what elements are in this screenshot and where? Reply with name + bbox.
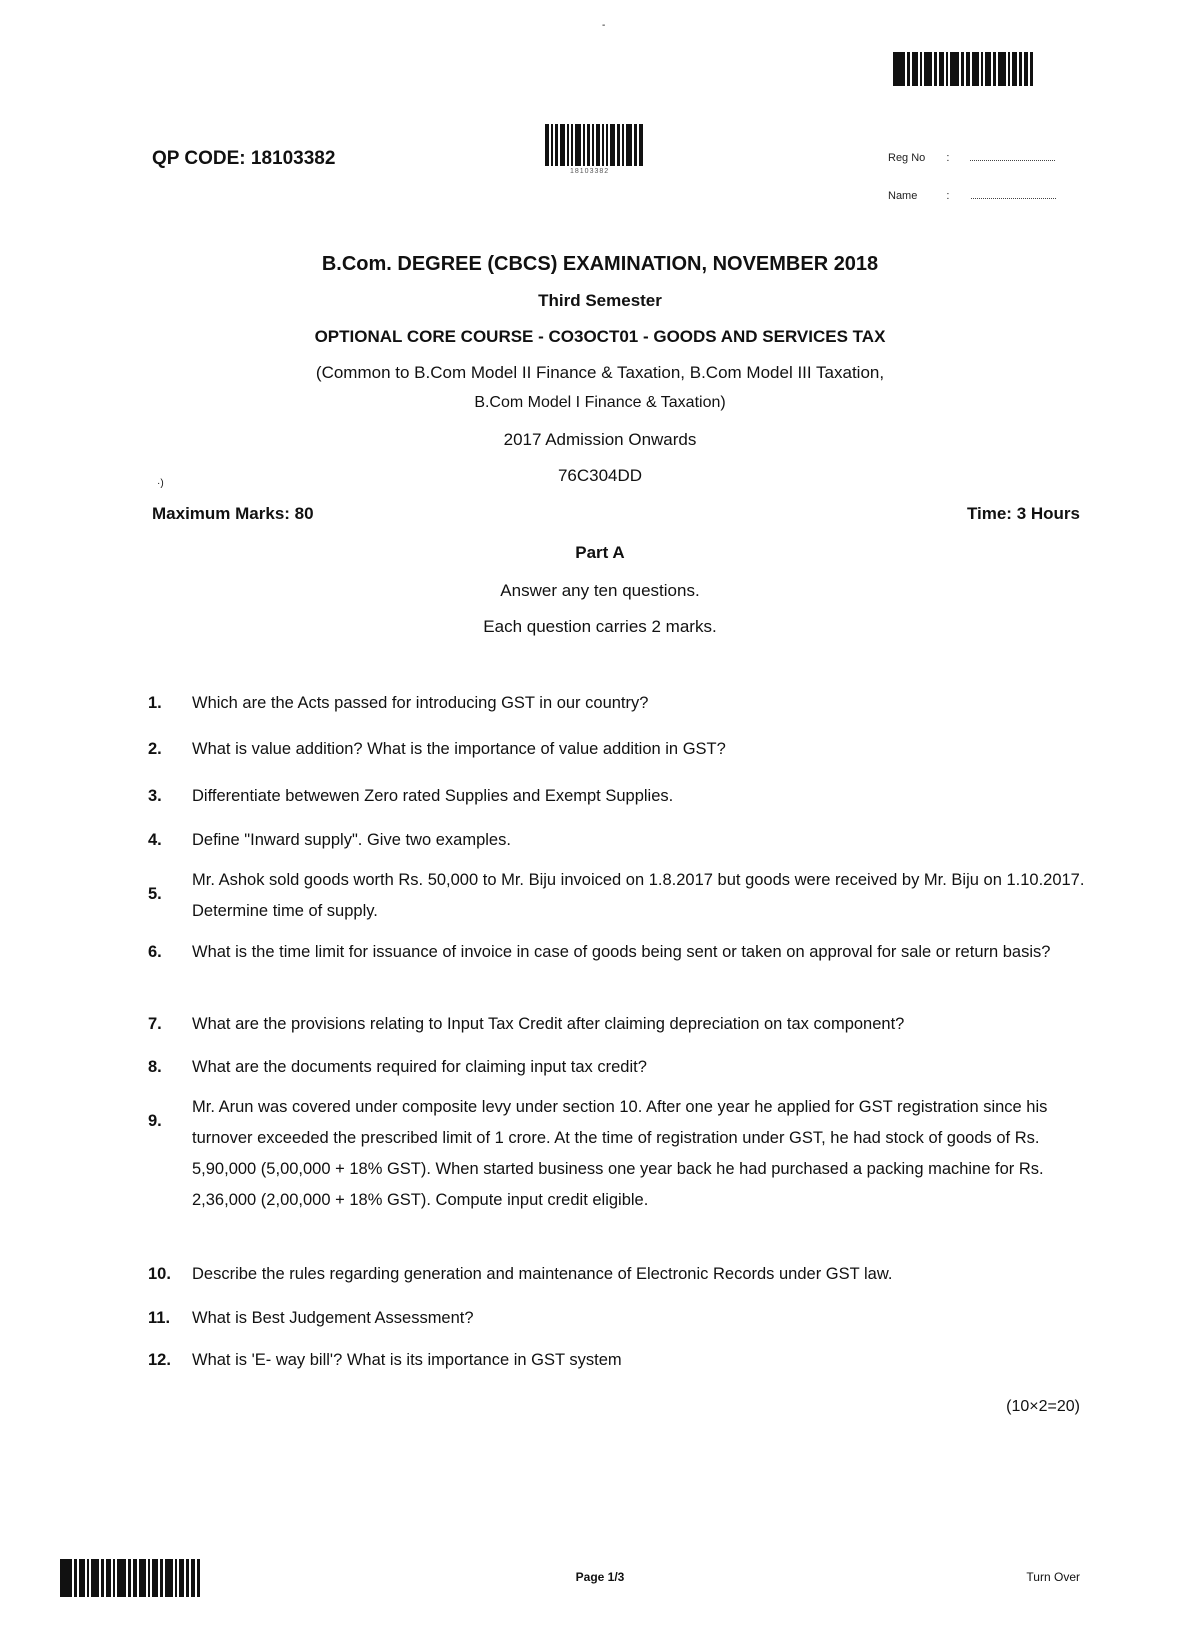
instruction-answer: Answer any ten questions.: [500, 581, 700, 600]
question-text: What are the documents required for claiming input tax credit?: [192, 1058, 647, 1076]
question-number: 5.: [148, 885, 162, 903]
question-text: What is the time limit for issuance of invoice in case of goods being sent or taken on approval for sale or return basis?: [192, 943, 1051, 961]
question-number: 9.: [148, 1112, 162, 1130]
exam-time: Time: 3 Hours: [966, 504, 1080, 523]
semester: Third Semester: [538, 291, 662, 310]
question-number: 11.: [148, 1309, 171, 1327]
name-field[interactable]: [971, 188, 1056, 199]
question-text: Which are the Acts passed for introducing GST in our country?: [192, 694, 649, 712]
question-text: Mr. Ashok sold goods worth Rs. 50,000 to Mr. Biju invoiced on 1.8.2017 but goods were received by Mr. Biju on 1.10.2017. Determine time of supply.: [192, 871, 1085, 920]
barcode-center: [545, 124, 645, 166]
question-number: 1.: [148, 694, 162, 712]
question-number: 4.: [148, 831, 162, 849]
question-text: What is value addition? What is the importance of value addition in GST?: [192, 740, 726, 758]
question-item: [148, 825, 1088, 856]
turn-over: Turn Over: [1026, 1570, 1080, 1584]
question-text: What is 'E- way bill'? What is its importance in GST system: [192, 1351, 622, 1369]
question-number: 7.: [148, 1015, 162, 1033]
question-number: 8.: [148, 1058, 162, 1076]
question-item: [148, 937, 1088, 968]
course-title: OPTIONAL CORE COURSE - CO3OCT01 - GOODS AND SERVICES TAX: [314, 327, 886, 346]
barcode-top-right: [893, 52, 1035, 86]
part-a-heading: Part A: [575, 543, 625, 562]
question-text: What is Best Judgement Assessment?: [192, 1309, 474, 1327]
barcode-caption: 18103382: [570, 168, 610, 175]
question-number: 12.: [148, 1351, 171, 1369]
scan-mark: -: [602, 20, 606, 31]
reg-no-label: Reg No: [888, 152, 926, 164]
reg-no-field[interactable]: [970, 150, 1055, 161]
question-text: Describe the rules regarding generation and maintenance of Electronic Records under GST law.: [192, 1265, 893, 1283]
common-to-line-2: B.Com Model I Finance & Taxation): [474, 394, 726, 411]
question-item: [148, 734, 1088, 765]
reg-no-row: [888, 150, 1055, 164]
question-text: Differentiate betwewen Zero rated Supplies and Exempt Supplies.: [192, 787, 674, 805]
question-item: [148, 865, 1088, 927]
paper-code: 76C304DD: [557, 466, 643, 485]
question-item: [148, 781, 1088, 812]
common-to-line-1: (Common to B.Com Model II Finance & Taxation, B.Com Model III Taxation,: [315, 363, 885, 382]
question-text: What are the provisions relating to Input Tax Credit after claiming depreciation on tax component?: [192, 1015, 905, 1033]
exam-title: B.Com. DEGREE (CBCS) EXAMINATION, NOVEMBER 2018: [321, 253, 879, 275]
scan-mark: ·): [157, 478, 164, 489]
admission-line: 2017 Admission Onwards: [503, 430, 697, 449]
name-separator: :: [946, 190, 950, 202]
question-item: [148, 1259, 1088, 1290]
question-number: 6.: [148, 943, 162, 961]
question-item: [148, 688, 1088, 719]
maximum-marks: Maximum Marks: 80: [152, 504, 314, 523]
question-number: 3.: [148, 787, 162, 805]
question-text: Define "Inward supply". Give two examples.: [192, 831, 511, 849]
question-text: Mr. Arun was covered under composite levy under section 10. After one year he applied for GST registration since his turnover exceeded the prescribed limit of 1 crore. At the time of registration under GST, he had stock of goods of Rs. 5,90,000 (5,00,000 + 18% GST). When started business one year back he had purchased a packing machine for Rs. 2,36,000 (2,00,000 + 18% GST). Compute input credit eligible.: [192, 1098, 1048, 1209]
question-number: 2.: [148, 740, 162, 758]
question-item: [148, 1052, 1088, 1083]
question-number: 10.: [148, 1265, 171, 1283]
question-item: [148, 1009, 1088, 1040]
question-item: [148, 1092, 1088, 1216]
reg-no-separator: :: [946, 152, 950, 164]
qp-code: QP CODE: 18103382: [152, 148, 336, 169]
name-label: Name: [888, 190, 918, 202]
instruction-marks: Each question carries 2 marks.: [483, 617, 717, 636]
part-a-marks: (10×2=20): [1006, 1398, 1080, 1415]
name-row: [888, 188, 1056, 202]
question-item: [148, 1303, 1088, 1334]
page-number: Page 1/3: [575, 1570, 625, 1584]
question-item: [148, 1345, 1088, 1376]
